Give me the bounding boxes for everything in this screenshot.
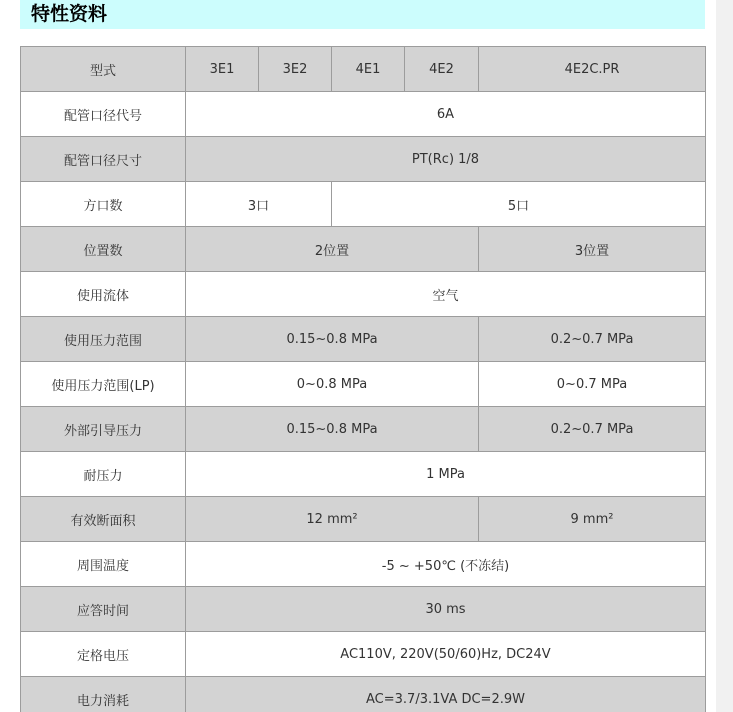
table-cell: 0.2~0.7 MPa: [479, 407, 706, 452]
table-row-rated-voltage: [21, 632, 706, 677]
table-cell: 4E2: [405, 47, 479, 92]
row-label: 使用压力范围(LP): [21, 362, 186, 407]
table-cell: AC110V, 220V(50/60)Hz, DC24V: [186, 632, 706, 677]
table-cell: PT(Rc) 1/8: [186, 137, 706, 182]
table-row-effective-area: [21, 497, 706, 542]
table-cell: 3位置: [479, 227, 706, 272]
table-cell: 3口: [186, 182, 332, 227]
table-cell: -5 ~ +50℃ (不冻结): [186, 542, 706, 587]
table-row-pressure-range-lp: [21, 362, 706, 407]
row-label: 有效断面积: [21, 497, 186, 542]
table-row-power-consumption: [21, 677, 706, 712]
table-row-port-code: [21, 92, 706, 137]
row-label: 方口数: [21, 182, 186, 227]
table-cell: 0.15~0.8 MPa: [186, 407, 479, 452]
table-cell: 0.15~0.8 MPa: [186, 317, 479, 362]
row-label: 外部引导压力: [21, 407, 186, 452]
table-cell: 3E2: [259, 47, 332, 92]
table-cell: 空气: [186, 272, 706, 317]
row-label: 位置数: [21, 227, 186, 272]
table-cell: 0.2~0.7 MPa: [479, 317, 706, 362]
row-label: 使用流体: [21, 272, 186, 317]
table-row-pilot-pressure: [21, 407, 706, 452]
table-cell: AC=3.7/3.1VA DC=2.9W: [186, 677, 706, 712]
table-row-response-time: [21, 587, 706, 632]
table-row-fluid: [21, 272, 706, 317]
table-cell: 12 mm²: [186, 497, 479, 542]
table-row-pressure-range: [21, 317, 706, 362]
table-row-model: [21, 47, 706, 92]
table-cell: 30 ms: [186, 587, 706, 632]
row-label: 周围温度: [21, 542, 186, 587]
row-label: 使用压力范围: [21, 317, 186, 362]
row-label: 型式: [21, 47, 186, 92]
table-cell: 9 mm²: [479, 497, 706, 542]
table-row-positions: [21, 227, 706, 272]
table-row-port-count: [21, 182, 706, 227]
table-cell: 0~0.8 MPa: [186, 362, 479, 407]
table-row-ambient-temperature: [21, 542, 706, 587]
table-cell: 4E1: [332, 47, 405, 92]
row-label: 配管口径尺寸: [21, 137, 186, 182]
table-cell: 2位置: [186, 227, 479, 272]
row-label: 应答时间: [21, 587, 186, 632]
row-label: 配管口径代号: [21, 92, 186, 137]
section-header: [20, 0, 705, 29]
table-row-proof-pressure: [21, 452, 706, 497]
row-label: 定格电压: [21, 632, 186, 677]
table-cell: 6A: [186, 92, 706, 137]
row-label: 耐压力: [21, 452, 186, 497]
vertical-scrollbar[interactable]: [716, 0, 733, 712]
table-cell: 4E2C.PR: [479, 47, 706, 92]
table-row-port-size: [21, 137, 706, 182]
table-cell: 5口: [332, 182, 706, 227]
table-cell: 0~0.7 MPa: [479, 362, 706, 407]
section-title: 特性资料: [31, 3, 108, 25]
spec-table: [20, 46, 706, 712]
table-cell: 3E1: [186, 47, 259, 92]
table-cell: 1 MPa: [186, 452, 706, 497]
row-label: 电力消耗: [21, 677, 186, 712]
